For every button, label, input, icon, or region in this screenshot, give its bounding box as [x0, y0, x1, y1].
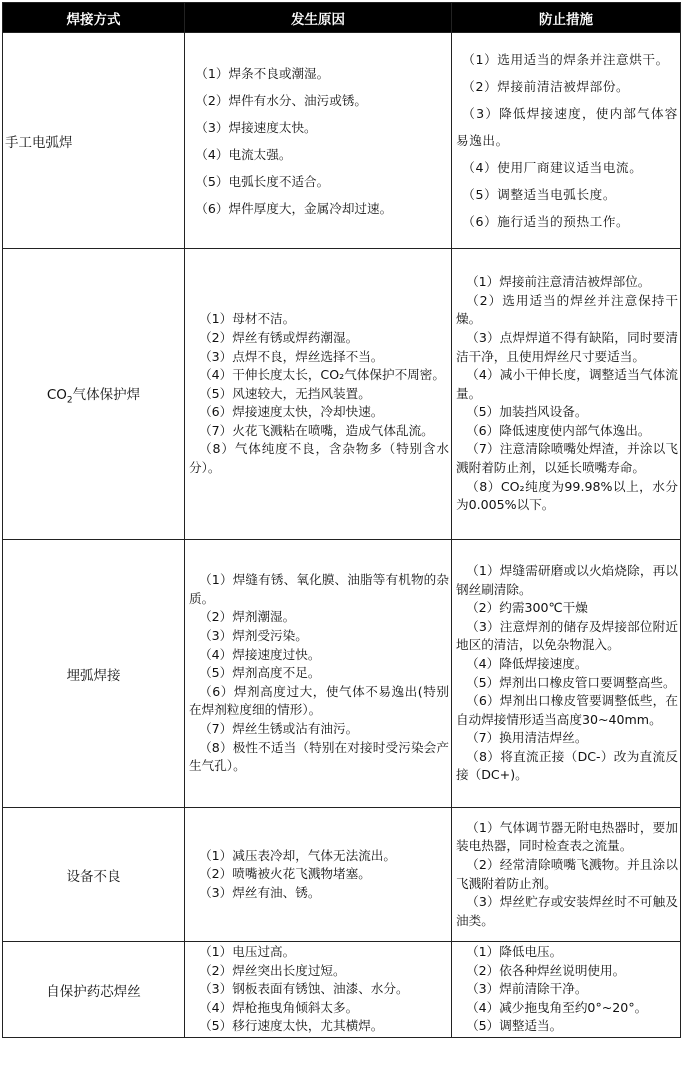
prevention-item: （2）约需300℃干燥: [466, 600, 588, 616]
cause-item: （3）点焊不良，焊丝选择不当。: [199, 348, 384, 364]
cause-cell: [185, 33, 452, 249]
prevention-item: （5）加装挡风设备。: [466, 404, 588, 420]
cause-cell: [185, 808, 452, 942]
table-row: [3, 33, 681, 249]
prevention-item: （1）气体调节器无附电热器时，要加装电热器，同时检查表之流量。: [456, 819, 678, 854]
prevention-cell: [452, 808, 681, 942]
method-co2-prefix: CO: [46, 386, 67, 403]
cause-cell: [185, 942, 452, 1038]
cause-item: （4）干伸长度太长，CO₂气体保护不周密。: [199, 367, 445, 383]
prevention-cell: [452, 942, 681, 1038]
method-co2-suffix: 气体保护焊: [72, 386, 141, 403]
cause-item: （1）电压过高。: [199, 944, 296, 960]
method-cell: 手工电弧焊: [3, 33, 185, 249]
prevention-item: （3）降低焊接速度，使内部气体容易逸出。: [456, 106, 678, 148]
prevention-cell: [452, 249, 681, 540]
header-prevention: 防止措施: [452, 3, 681, 33]
cause-item: （1）减压表冷却，气体无法流出。: [199, 847, 396, 863]
prevention-item: （4）减少拖曳角至约0°~20°。: [466, 999, 648, 1015]
cause-item: （6）焊剂高度过大，使气体不易逸出(特别在焊剂粒度细的情形）。: [189, 683, 449, 718]
prevention-item: （8）将直流正接（DC-）改为直流反接（DC+)。: [456, 748, 678, 783]
cause-item: （6）焊件厚度大，金属冷却过速。: [195, 200, 393, 216]
header-method: 焊接方式: [3, 3, 185, 33]
header-row: [3, 3, 681, 33]
prevention-item: （1）焊接前注意清洁被焊部位。: [466, 274, 651, 290]
prevention-item: （4）减小干伸长度，调整适当气体流量。: [456, 367, 678, 401]
table-row: [3, 942, 681, 1038]
table-row: [3, 540, 681, 808]
prevention-item: （4）降低焊接速度。: [466, 655, 588, 671]
prevention-item: （3）点焊焊道不得有缺陷，同时要清洁干净，且使用焊丝尺寸要适当。: [456, 329, 678, 364]
cause-item: （3）焊剂受污染。: [199, 628, 308, 644]
method-cell: [3, 249, 185, 540]
prevention-item: （1）降低电压。: [466, 944, 563, 960]
prevention-item: （2）经常清除喷嘴飞溅物。并且涂以飞溅附着防止剂。: [456, 856, 678, 891]
cause-item: （8）极性不适当（特别在对接时受污染会产生气孔）。: [189, 739, 449, 774]
cause-item: （8）气体纯度不良，含杂物多（特别含水分）。: [189, 441, 449, 476]
cause-item: （3）焊接速度太快。: [195, 119, 317, 135]
welding-porosity-table: [2, 2, 681, 1038]
cause-item: （1）焊缝有锈、氧化膜、油脂等有机物的杂质。: [189, 572, 449, 606]
prevention-item: （3）焊丝贮存或安装焊丝时不可触及油类。: [456, 894, 678, 928]
prevention-item: （7）换用清洁焊丝。: [466, 730, 588, 746]
cause-item: （3）钢板表面有锈蚀、油漆、水分。: [199, 981, 409, 997]
cause-item: （1）母材不洁。: [199, 311, 296, 327]
prevention-item: （5）调整适当电弧长度。: [462, 187, 617, 202]
cause-item: （5）焊剂高度不足。: [199, 665, 321, 681]
prevention-item: （2）依各种焊丝说明使用。: [466, 962, 626, 978]
table-row: [3, 808, 681, 942]
prevention-item: （2）选用适当的焊丝并注意保持干燥。: [456, 292, 678, 327]
cause-item: （7）焊丝生锈或沾有油污。: [199, 720, 359, 736]
cause-item: （4）焊枪拖曳角倾斜太多。: [199, 999, 359, 1015]
prevention-item: （1）焊缝需研磨或以火焰烧除，再以钢丝刷清除。: [456, 562, 678, 597]
prevention-item: （1）选用适当的焊条并注意烘干。: [462, 52, 669, 67]
method-cell: 设备不良: [3, 808, 185, 942]
prevention-item: （5）焊剂出口橡皮管口要调整高些。: [466, 674, 676, 690]
prevention-cell: [452, 540, 681, 808]
cause-cell: [185, 249, 452, 540]
prevention-item: （5）调整适当。: [466, 1018, 563, 1034]
cause-item: （2）喷嘴被火花飞溅物堵塞。: [199, 866, 371, 882]
prevention-item: （6）施行适当的预热工作。: [462, 214, 630, 229]
cause-item: （7）火花飞溅粘在喷嘴，造成气体乱流。: [199, 422, 434, 438]
cause-item: （5）风速较大，无挡风装置。: [199, 385, 371, 401]
prevention-item: （8）CO₂纯度为99.98%以上，水分为0.005%以下。: [456, 478, 678, 513]
prevention-item: （6）降低速度使内部气体逸出。: [466, 422, 651, 438]
cause-item: （4）焊接速度过快。: [199, 646, 321, 662]
prevention-item: （3）焊前清除干净。: [466, 981, 588, 997]
cause-item: （5）移行速度太快，尤其横焊。: [199, 1018, 384, 1034]
cause-item: （1）焊条不良或潮湿。: [195, 65, 330, 81]
cause-item: （2）焊丝有锈或焊药潮湿。: [199, 329, 359, 345]
method-cell: 埋弧焊接: [3, 540, 185, 808]
prevention-item: （2）焊接前清洁被焊部份。: [462, 79, 630, 94]
cause-cell: [185, 540, 452, 808]
header-cause: 发生原因: [185, 3, 452, 33]
cause-item: （3）焊丝有油、锈。: [199, 884, 321, 900]
prevention-item: （4）使用厂商建议适当电流。: [462, 160, 643, 175]
prevention-item: （6）焊剂出口橡皮管要调整低些，在自动焊接情形适当高度30~40mm。: [456, 693, 678, 727]
prevention-cell: [452, 33, 681, 249]
table-row: [3, 249, 681, 540]
prevention-item: （3）注意焊剂的储存及焊接部位附近地区的清洁，以免杂物混入。: [456, 618, 678, 653]
method-cell: 自保护药芯焊丝: [3, 942, 185, 1038]
cause-item: （4）电流太强。: [195, 146, 292, 162]
cause-item: （6）焊接速度太快，冷却快速。: [199, 404, 384, 420]
prevention-item: （7）注意清除喷嘴处焊渣，并涂以飞溅附着防止剂，以延长喷嘴寿命。: [456, 441, 678, 476]
method-co2-sub: 2: [66, 395, 73, 406]
cause-item: （5）电弧长度不适合。: [195, 173, 330, 189]
cause-item: （2）焊丝突出长度过短。: [199, 962, 346, 978]
cause-item: （2）焊件有水分、油污或锈。: [195, 92, 368, 108]
cause-item: （2）焊剂潮湿。: [199, 609, 296, 625]
